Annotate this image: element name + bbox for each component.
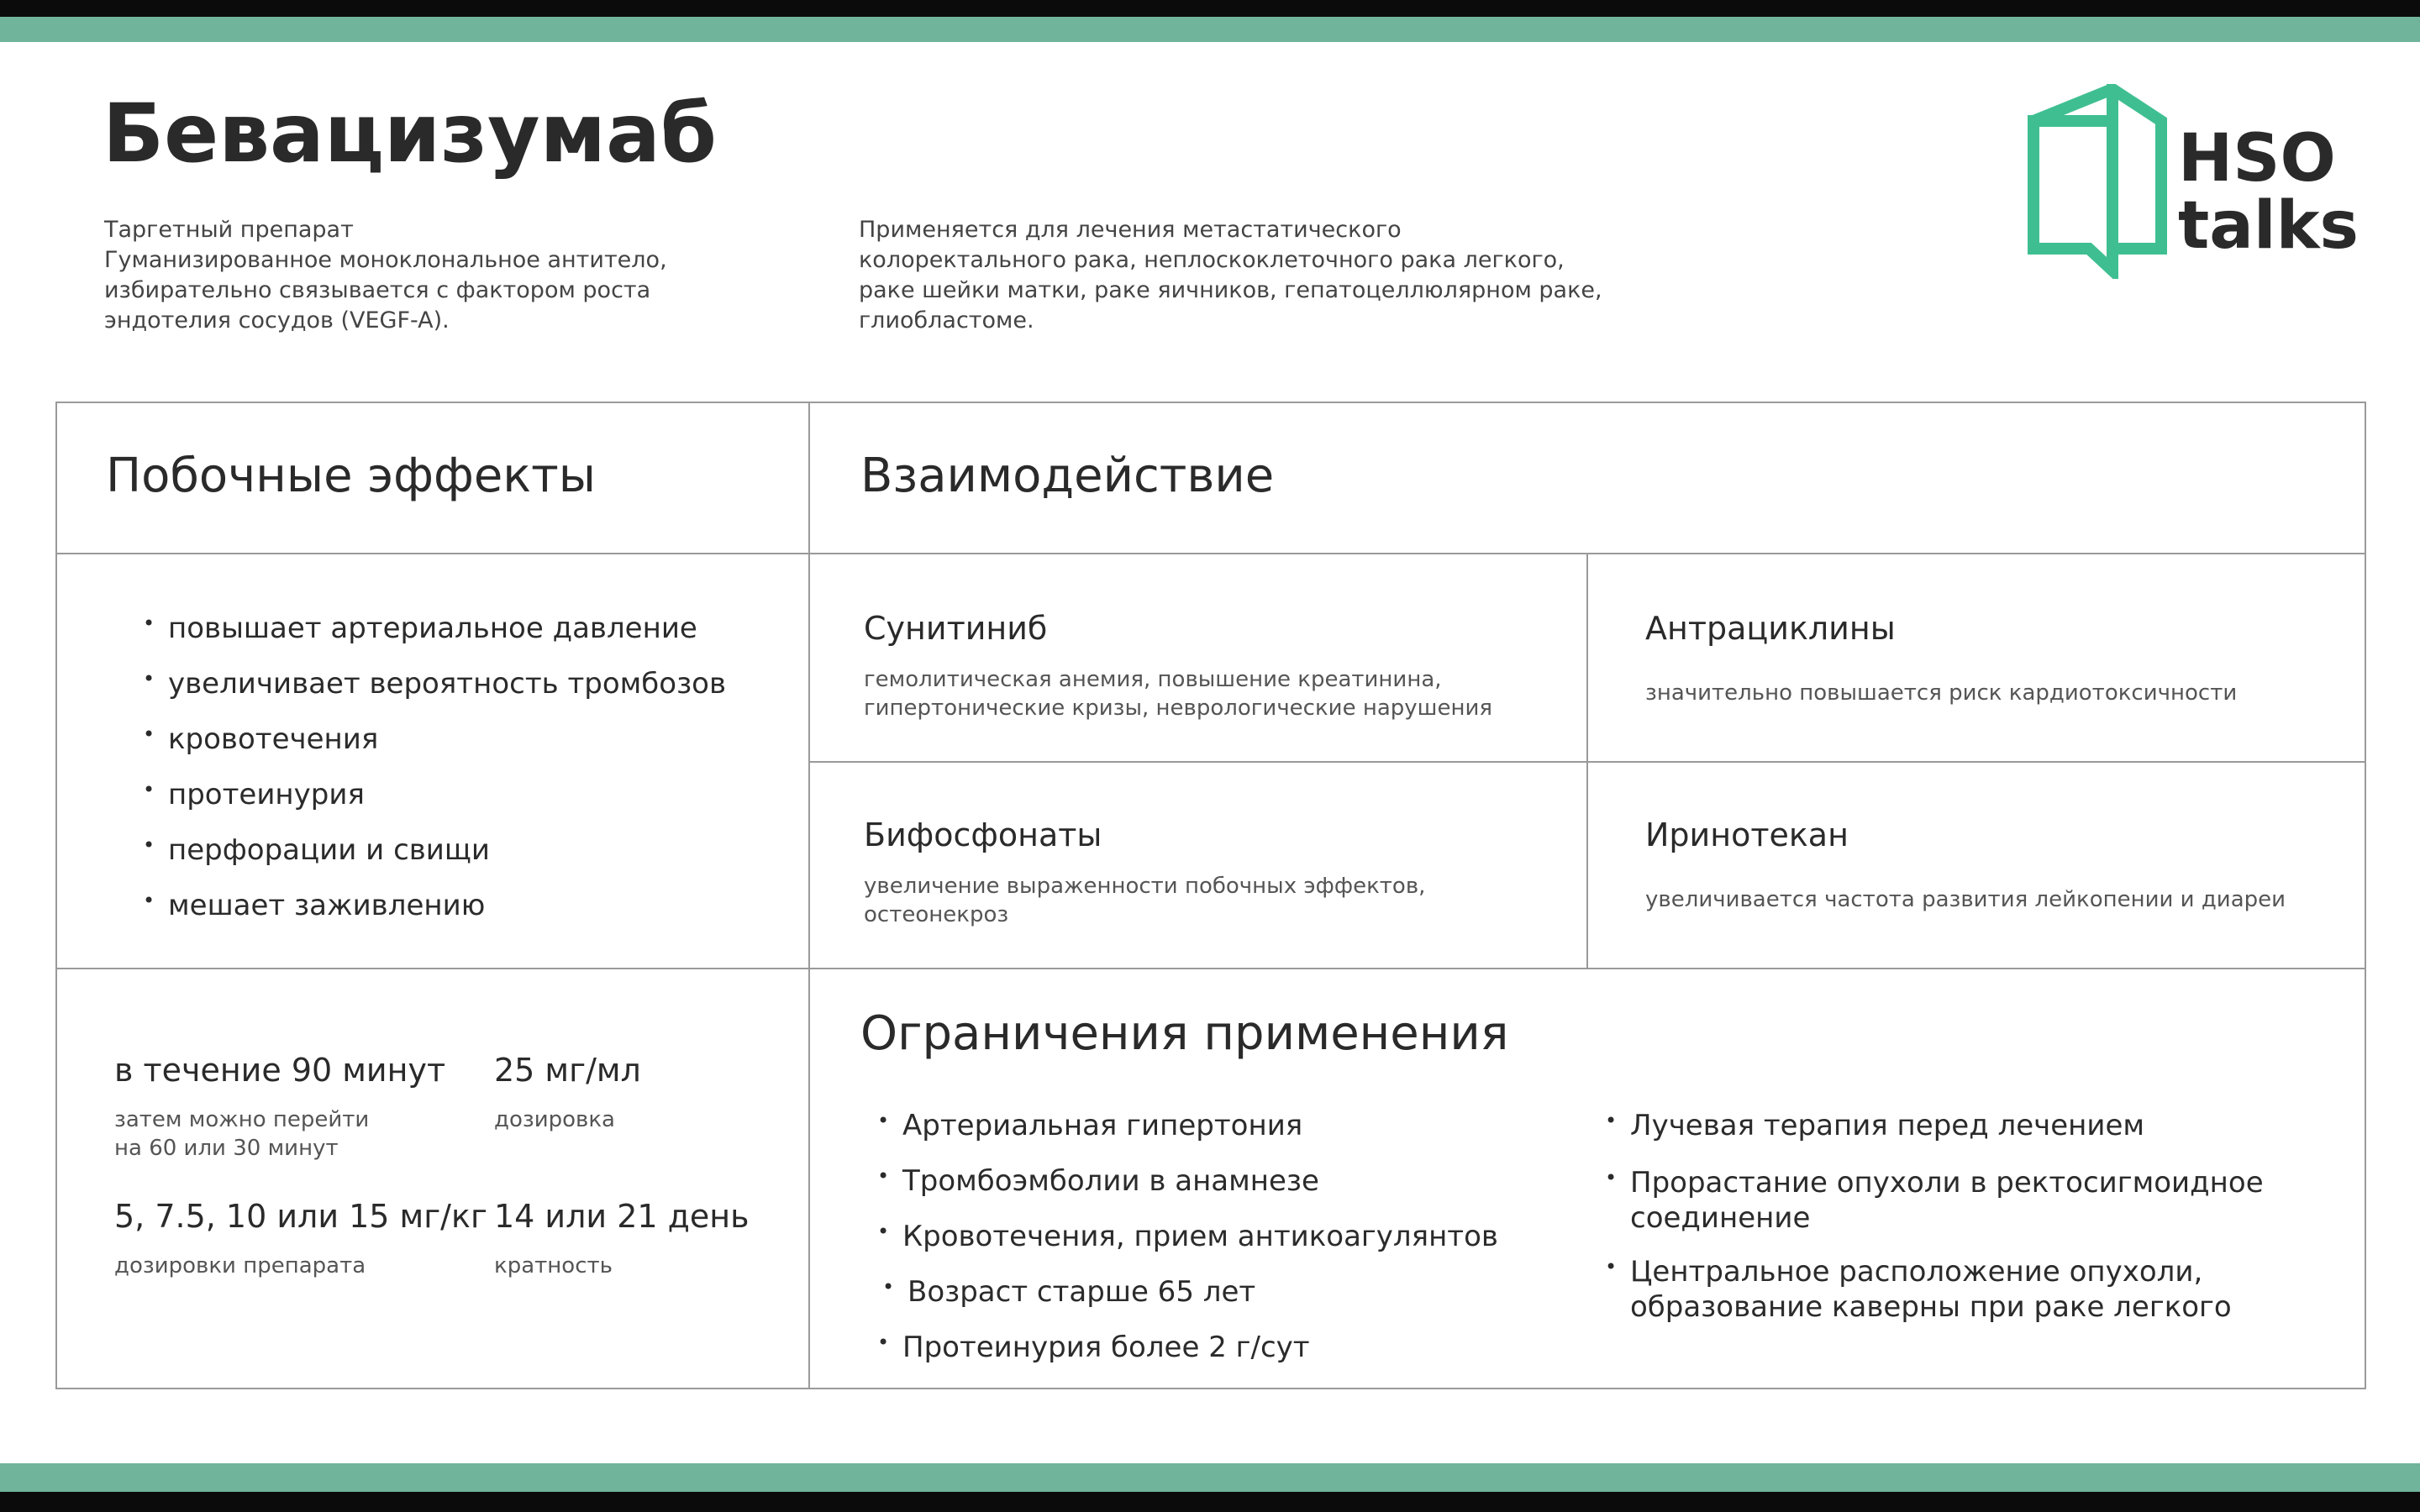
desc-line: гемолитическая анемия, повышение креатинина,	[864, 667, 1442, 692]
interaction-drug-title: Иринотекан	[1645, 816, 1849, 853]
drug-description	[104, 215, 667, 336]
description-line: эндотелия сосудов (VEGF-A).	[104, 307, 450, 333]
desc-line: увеличение выраженности побочных эффектов,	[864, 874, 1426, 899]
interaction-drug-desc	[1645, 679, 2237, 707]
side-effect-item: • кровотечения	[168, 722, 378, 756]
logo-text-hso: HSO	[2178, 121, 2336, 197]
interaction-drug-title: Бифосфонаты	[864, 816, 1102, 853]
limitation-item: • Центральное расположение опухоли,	[1630, 1255, 2202, 1289]
side-effect-item: • повышает артериальное давление	[168, 612, 697, 645]
label-line: дозировка	[494, 1107, 615, 1132]
interaction-drug-title: Антрациклины	[1645, 610, 1896, 647]
divider	[57, 968, 2365, 969]
side-effect-item: • мешает заживлению	[168, 889, 485, 922]
top-accent-bar	[0, 17, 2420, 42]
limitation-item-continued: образование каверны при раке легкого	[1630, 1290, 2232, 1324]
description-line: Таргетный препарат	[104, 217, 354, 243]
limitation-item-continued: соединение	[1630, 1201, 1811, 1235]
desc-line: остеонекроз	[864, 902, 1009, 927]
description-line: Гуманизированное моноклональное антитело,	[104, 247, 667, 273]
desc-line: гипертонические кризы, неврологические нарушения	[864, 696, 1492, 721]
label-line: затем можно перейти	[114, 1107, 370, 1132]
desc-line: значительно повышается риск кардиотоксичности	[1645, 680, 2238, 706]
hso-talks-logo	[2020, 84, 2359, 279]
limitation-item: • Протеинурия более 2 г/сут	[902, 1331, 1310, 1364]
label-line: на 60 или 30 минут	[114, 1136, 339, 1161]
dosing-label	[114, 1105, 369, 1163]
limitation-item: • Тромбоэмболии в анамнезе	[902, 1164, 1319, 1198]
indications-line: Применяется для лечения метастатического	[859, 217, 1402, 243]
bottom-dark-bar	[0, 1492, 2420, 1512]
interaction-drug-desc	[1645, 885, 2286, 914]
interaction-drug-title: Сунитиниб	[864, 610, 1048, 647]
dosing-label	[494, 1252, 613, 1280]
label-line: дозировки препарата	[114, 1253, 366, 1278]
indications-text	[859, 215, 1602, 336]
limitation-item: • Артериальная гипертония	[902, 1109, 1302, 1142]
desc-line: увеличивается частота развития лейкопении и диареи	[1645, 887, 2286, 912]
info-grid	[55, 402, 2366, 1389]
dosing-label	[494, 1105, 615, 1134]
logo-text-talks: talks	[2178, 188, 2359, 264]
divider	[1586, 553, 1588, 968]
divider	[57, 553, 2365, 554]
dosing-value: 5, 7.5, 10 или 15 мг/кг	[114, 1198, 487, 1235]
top-dark-bar	[0, 0, 2420, 17]
divider	[808, 403, 810, 1388]
interaction-heading: Взаимодействие	[860, 449, 1275, 503]
interaction-drug-desc	[864, 665, 1492, 722]
label-line: кратность	[494, 1253, 613, 1278]
bottom-accent-bar	[0, 1463, 2420, 1492]
dosing-value: в течение 90 минут	[114, 1052, 446, 1089]
dosing-value: 14 или 21 день	[494, 1198, 750, 1235]
side-effect-item: • перфорации и свищи	[168, 833, 490, 867]
interaction-drug-desc	[864, 872, 1425, 929]
limitation-item: • Лучевая терапия перед лечением	[1630, 1109, 2144, 1142]
limitation-item: • Прорастание опухоли в ректосигмоидное	[1630, 1166, 2264, 1200]
side-effects-heading: Побочные эффекты	[106, 449, 596, 503]
limitation-item: • Кровотечения, прием антикоагулянтов	[902, 1220, 1498, 1253]
limitations-heading: Ограничения применения	[860, 1006, 1509, 1061]
dosing-label	[114, 1252, 366, 1280]
side-effect-item: • протеинурия	[168, 778, 365, 811]
speech-bubble-icon	[2020, 84, 2171, 279]
description-line: избирательно связывается с фактором роста	[104, 277, 651, 303]
indications-line: глиобластоме.	[859, 307, 1034, 333]
dosing-value: 25 мг/мл	[494, 1052, 641, 1089]
indications-line: колоректального рака, неплоскоклеточного рака легкого,	[859, 247, 1565, 273]
side-effect-item: • увеличивает вероятность тромбозов	[168, 667, 726, 701]
limitation-item: • Возраст старше 65 лет	[908, 1275, 1255, 1309]
page-title: Бевацизумаб	[103, 87, 717, 181]
indications-line: раке шейки матки, раке яичников, гепатоцеллюлярном раке,	[859, 277, 1602, 303]
